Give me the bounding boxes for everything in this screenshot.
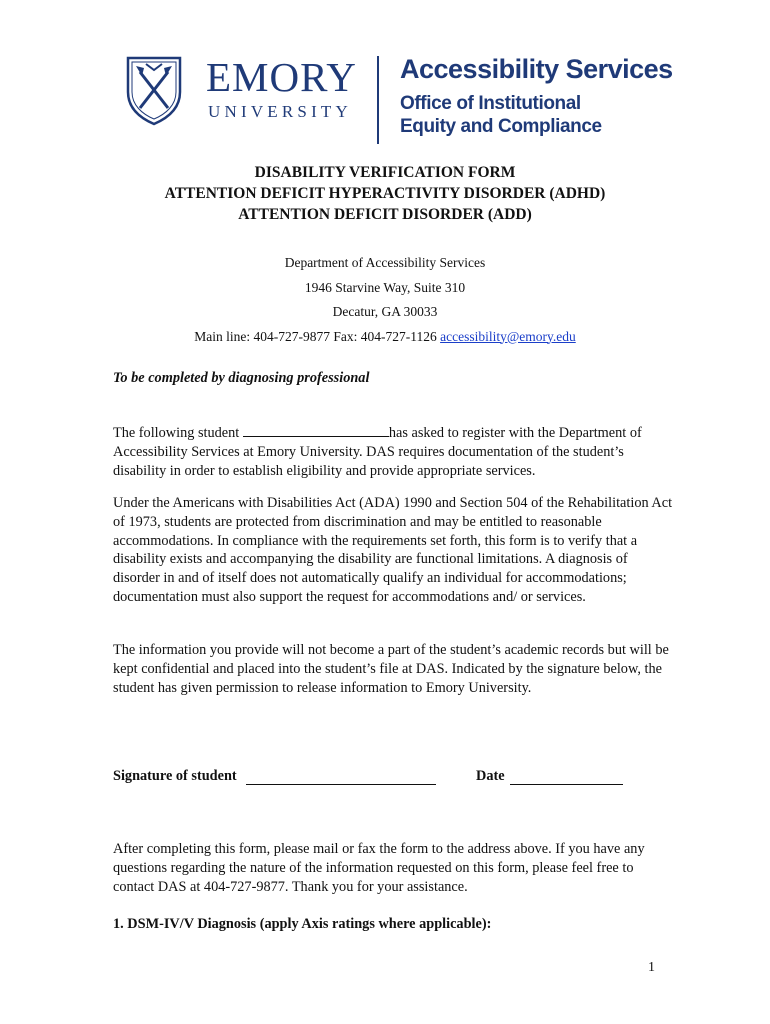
email-link[interactable]: accessibility@emory.edu bbox=[440, 328, 576, 344]
signature-label: Signature of student bbox=[113, 768, 237, 784]
university-sub: UNIVERSITY bbox=[208, 102, 352, 121]
page-number: 1 bbox=[648, 960, 655, 975]
office-subtitle bbox=[400, 92, 602, 138]
form-subtitle-add: ATTENTION DEFICIT DISORDER (ADD) bbox=[238, 206, 532, 223]
instruction-text: To be completed by diagnosing professional bbox=[113, 370, 370, 386]
logo-divider bbox=[377, 56, 379, 144]
address-block bbox=[0, 251, 770, 349]
street-address: 1946 Starvine Way, Suite 310 bbox=[304, 279, 466, 295]
paragraph1-start: The following student bbox=[113, 425, 243, 441]
form-title: DISABILITY VERIFICATION FORM bbox=[254, 164, 516, 181]
department-name: Department of Accessibility Services bbox=[284, 255, 486, 270]
university-name: EMORY bbox=[206, 54, 357, 100]
office-sub-line2: Equity and Compliance bbox=[400, 116, 602, 137]
city-state-zip: Decatur, GA 30033 bbox=[332, 304, 438, 319]
emory-shield-icon bbox=[124, 54, 184, 126]
paragraph1-end: has asked to register with the Department of Accessibility Services at Emory University. DAS requires documentation of the student’s disability in order to establish eligibility and provide appropriate services. bbox=[113, 425, 642, 479]
form-subtitle-adhd: ATTENTION DEFICIT HYPERACTIVITY DISORDER (ADHD) bbox=[164, 185, 606, 202]
date-field[interactable] bbox=[510, 770, 623, 785]
office-sub-line1: Office of Institutional bbox=[400, 93, 581, 114]
signature-field[interactable] bbox=[246, 770, 436, 785]
paragraph-student-registration bbox=[113, 422, 673, 480]
section-diagnosis-heading: 1. DSM-IV/V Diagnosis (apply Axis ratings where applicable): bbox=[113, 916, 492, 932]
date-label: Date bbox=[476, 768, 505, 784]
form-title-block bbox=[0, 162, 770, 225]
contact-line bbox=[0, 325, 770, 350]
office-title: Accessibility Services bbox=[400, 54, 673, 84]
paragraph-ada: Under the Americans with Disabilities Act (ADA) 1990 and Section 504 of the Rehabilitation Act of 1973, students are protected from discrimination and may be entitled to reasonable accommodations. In compliance with the requirements set forth, this form is to verify that a disability exists and accompanying the disability are functional limitations. A diagnosis of disorder in and of itself does not automatically qualify an individual for accommodations; documentation must also support the request for accommodations and/ or services. bbox=[113, 495, 673, 605]
emory-logo bbox=[124, 50, 673, 145]
paragraph-confidentiality: The information you provide will not become a part of the student’s academic records but will be kept confidential and placed into the student’s file at DAS. Indicated by the signature below, the student has given permission to release information to Emory University. bbox=[113, 642, 669, 696]
paragraph-contact: After completing this form, please mail or fax the form to the address above. If you have any questions regarding the nature of the information requested on this form, please feel free to contact DAS at 404-727-9877. Thank you for your assistance. bbox=[113, 841, 645, 895]
student-name-field[interactable] bbox=[243, 422, 389, 437]
phone-fax: Main line: 404-727-9877 Fax: 404-727-1126 bbox=[194, 328, 441, 344]
